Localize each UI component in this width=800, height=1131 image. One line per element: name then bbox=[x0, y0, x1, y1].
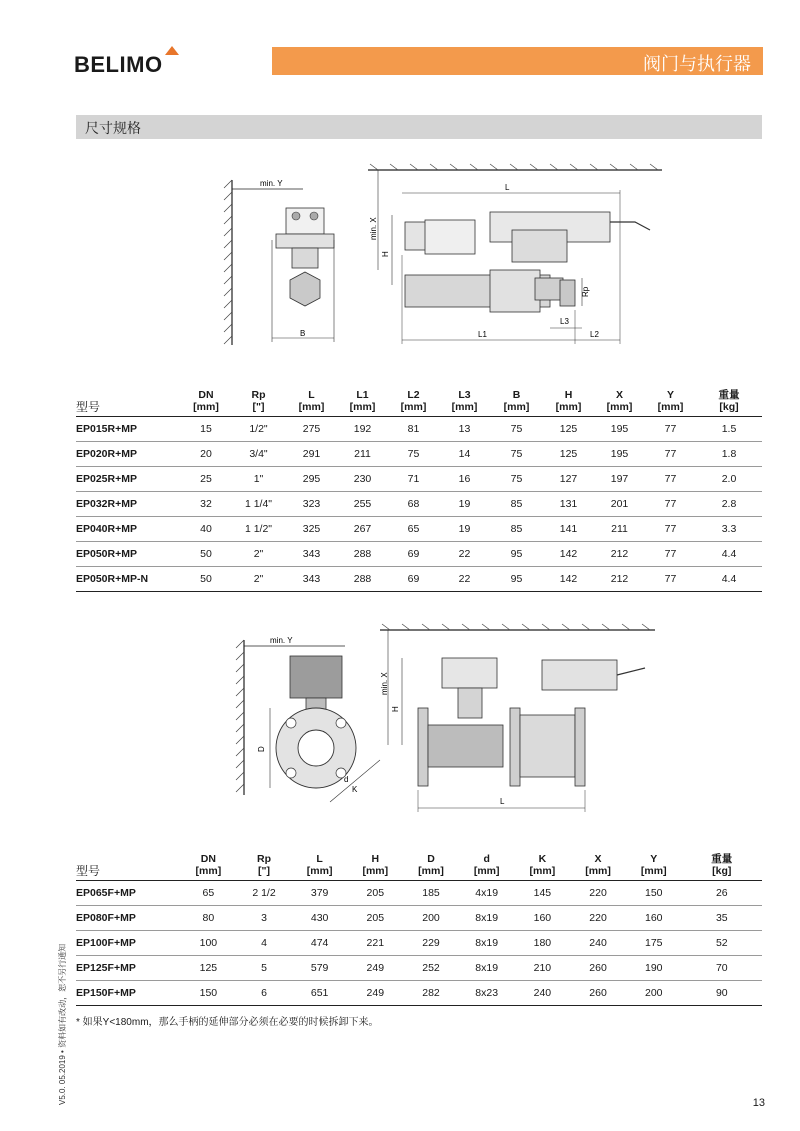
table-row: EP015R+MP 15 1/2" 275 192 81 13 75 125 195 77 1.5 bbox=[76, 417, 762, 442]
label-d-small: d bbox=[344, 775, 349, 784]
col-header-l1: L1 [mm] bbox=[349, 389, 376, 413]
flanged-valve-spec-table bbox=[76, 853, 762, 1006]
table-header-row bbox=[76, 389, 762, 417]
col-header-weight: 重量 [kg] bbox=[711, 853, 733, 877]
table-row: EP150F+MP 150 6 651 249 282 8x23 240 260 200 90 bbox=[76, 981, 762, 1006]
col-header-l: L [mm] bbox=[306, 853, 333, 877]
table-row: EP100F+MP 100 4 474 221 229 8x19 180 240 175 52 bbox=[76, 931, 762, 956]
col-header-d-big: D [mm] bbox=[418, 853, 444, 877]
logo-text: BELIMO bbox=[74, 52, 163, 77]
label-rp: Rp bbox=[581, 286, 590, 297]
label-b: B bbox=[300, 329, 306, 338]
threaded-valve-dimension-drawing bbox=[220, 160, 670, 350]
col-header-l3: L3 [mm] bbox=[451, 389, 478, 413]
col-header-rp: Rp ["] bbox=[251, 389, 266, 413]
col-header-h: H [mm] bbox=[555, 389, 582, 413]
table-row: EP080F+MP 80 3 430 205 200 8x19 160 220 160 35 bbox=[76, 906, 762, 931]
page-number: 13 bbox=[752, 1097, 765, 1109]
label-l1: L1 bbox=[478, 330, 487, 339]
banner-title: 阀门与执行器 bbox=[643, 54, 751, 74]
col-header-dn: DN [mm] bbox=[195, 853, 222, 877]
col-header-d-small: d [mm] bbox=[473, 853, 500, 877]
label-l: L bbox=[500, 797, 505, 806]
threaded-valve-spec-table bbox=[76, 389, 762, 592]
col-header-rp: Rp ["] bbox=[257, 853, 271, 877]
label-l3: L3 bbox=[560, 317, 569, 326]
col-header-weight: 重量 [kg] bbox=[718, 389, 740, 413]
label-min-x: min. X bbox=[380, 672, 389, 695]
section-title: 尺寸规格 bbox=[85, 120, 141, 136]
col-header-b: B [mm] bbox=[503, 389, 530, 413]
table-row: EP065F+MP 65 2 1/2 379 205 185 4x19 145 220 150 26 bbox=[76, 881, 762, 906]
col-header-y: Y [mm] bbox=[640, 853, 667, 877]
label-l: L bbox=[505, 183, 510, 192]
footnote: * 如果Y<180mm，那么手柄的延伸部分必须在必要的时候拆卸下来。 bbox=[76, 1017, 379, 1028]
header-banner bbox=[272, 47, 763, 75]
col-header-model: 型号 bbox=[76, 400, 101, 414]
label-min-x: min. X bbox=[369, 217, 378, 240]
label-k: K bbox=[352, 785, 358, 794]
table-row: EP020R+MP 20 3/4" 291 211 75 14 75 125 195 77 1.8 bbox=[76, 442, 762, 467]
section-header bbox=[76, 115, 762, 139]
label-d-big: D bbox=[257, 746, 266, 752]
col-header-x: X [mm] bbox=[606, 389, 633, 413]
table-row: EP040R+MP 40 1 1/2" 325 267 65 19 85 141 211 77 3.3 bbox=[76, 517, 762, 542]
table-row: EP025R+MP 25 1" 295 230 71 16 75 127 197 77 2.0 bbox=[76, 467, 762, 492]
col-header-l2: L2 [mm] bbox=[400, 389, 427, 413]
table-row: EP032R+MP 32 1 1/4" 323 255 68 19 85 131 201 77 2.8 bbox=[76, 492, 762, 517]
col-header-y: Y [mm] bbox=[657, 389, 684, 413]
table-row: EP050R+MP-N 50 2" 343 288 69 22 95 142 212 77 4.4 bbox=[76, 567, 762, 592]
col-header-h: H [mm] bbox=[362, 853, 389, 877]
label-h: H bbox=[381, 251, 390, 257]
belimo-logo bbox=[74, 52, 179, 78]
label-min-y: min. Y bbox=[260, 179, 283, 188]
logo-triangle-icon bbox=[165, 46, 179, 55]
col-header-l: L [mm] bbox=[298, 389, 325, 413]
flanged-valve-dimension-drawing bbox=[230, 620, 670, 830]
label-h: H bbox=[391, 706, 400, 712]
table-header-row bbox=[76, 853, 762, 881]
col-header-model: 型号 bbox=[76, 864, 101, 878]
table-row: EP125F+MP 125 5 579 249 252 8x19 210 260 190 70 bbox=[76, 956, 762, 981]
side-version-note: V5.0. 05.2019 • 资料如有改动，恕不另行通知 bbox=[58, 943, 67, 1105]
label-min-y: min. Y bbox=[270, 636, 293, 645]
col-header-dn: DN [mm] bbox=[193, 389, 219, 413]
col-header-x: X [mm] bbox=[585, 853, 611, 877]
label-l2: L2 bbox=[590, 330, 599, 339]
col-header-k: K [mm] bbox=[529, 853, 556, 877]
table-row: EP050R+MP 50 2" 343 288 69 22 95 142 212 77 4.4 bbox=[76, 542, 762, 567]
